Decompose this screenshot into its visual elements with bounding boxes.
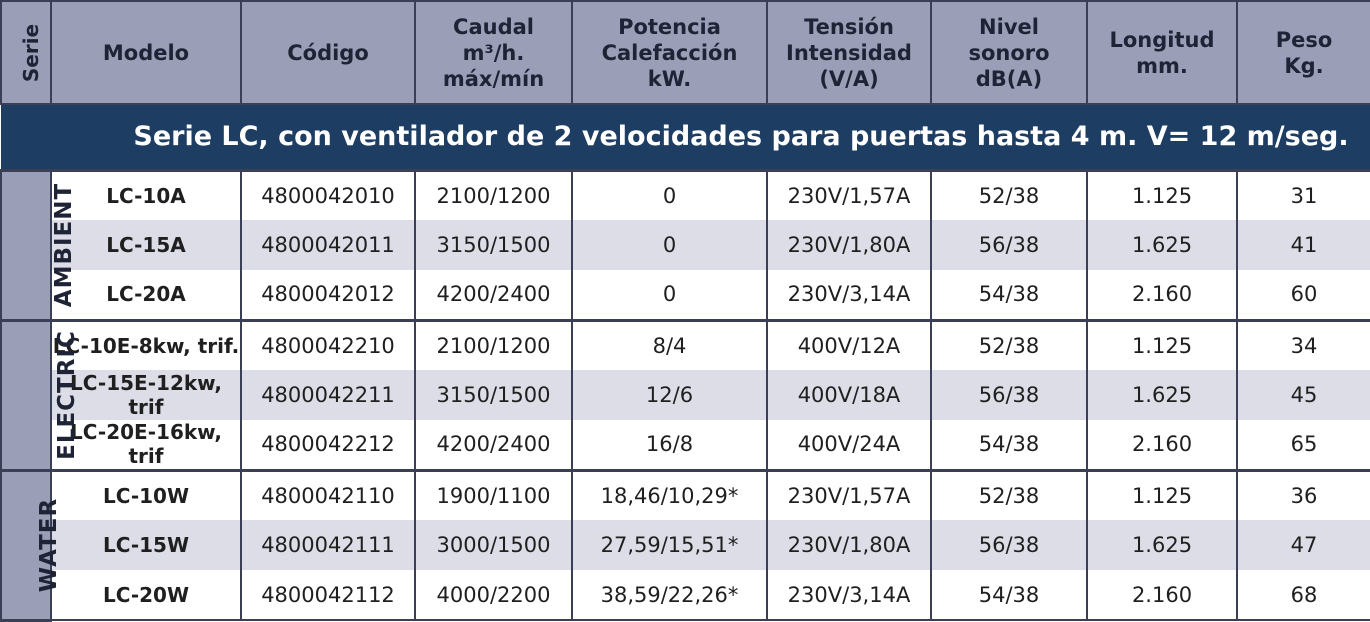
cell-codigo: 4800042010 xyxy=(241,170,415,220)
cell-peso: 34 xyxy=(1237,320,1370,370)
cell-longitud: 2.160 xyxy=(1087,270,1237,320)
cell-peso: 45 xyxy=(1237,370,1370,420)
cell-nivel: 52/38 xyxy=(931,470,1087,520)
banner-row xyxy=(1,104,1370,170)
group-label-electric xyxy=(1,320,80,470)
group-label-ambient xyxy=(1,170,78,320)
cell-nivel: 56/38 xyxy=(931,220,1087,270)
cell-caudal: 2100/1200 xyxy=(415,170,572,220)
cell-potencia: 27,59/15,51* xyxy=(572,520,767,570)
cell-tension: 230V/1,57A xyxy=(767,170,931,220)
cell-peso: 65 xyxy=(1237,420,1370,470)
table-row xyxy=(1,470,1370,520)
cell-codigo: 4800042011 xyxy=(241,220,415,270)
cell-longitud: 1.625 xyxy=(1087,520,1237,570)
cell-peso: 31 xyxy=(1237,170,1370,220)
cell-tension: 400V/24A xyxy=(767,420,931,470)
table-row xyxy=(1,220,1370,270)
cell-nivel: 54/38 xyxy=(931,270,1087,320)
header-modelo: Modelo xyxy=(51,1,241,104)
cell-nivel: 56/38 xyxy=(931,370,1087,420)
cell-peso: 60 xyxy=(1237,270,1370,320)
cell-longitud: 1.125 xyxy=(1087,320,1237,370)
cell-caudal: 3000/1500 xyxy=(415,520,572,570)
cell-caudal: 4200/2400 xyxy=(415,270,572,320)
cell-modelo: LC-20W xyxy=(51,570,241,620)
cell-codigo: 4800042212 xyxy=(241,420,415,470)
cell-caudal: 1900/1100 xyxy=(415,470,572,520)
cell-tension: 230V/1,80A xyxy=(767,220,931,270)
cell-potencia: 0 xyxy=(572,270,767,320)
cell-caudal: 3150/1500 xyxy=(415,220,572,270)
table-row xyxy=(1,370,1370,420)
cell-codigo: 4800042211 xyxy=(241,370,415,420)
banner-title: Serie LC, con ventilador de 2 velocidades para puertas hasta 4 m. V= 12 m/seg. xyxy=(1,104,1370,170)
cell-tension: 400V/18A xyxy=(767,370,931,420)
cell-potencia: 8/4 xyxy=(572,320,767,370)
cell-nivel: 56/38 xyxy=(931,520,1087,570)
cell-nivel: 54/38 xyxy=(931,420,1087,470)
cell-peso: 68 xyxy=(1237,570,1370,620)
cell-tension: 400V/12A xyxy=(767,320,931,370)
cell-longitud: 2.160 xyxy=(1087,570,1237,620)
cell-tension: 230V/1,80A xyxy=(767,520,931,570)
group-name: AMBIENT xyxy=(51,182,78,308)
table-row xyxy=(1,320,1370,370)
header-row xyxy=(1,1,1370,104)
cell-modelo: LC-15A xyxy=(51,220,241,270)
header-codigo: Código xyxy=(241,1,415,104)
cell-peso: 36 xyxy=(1237,470,1370,520)
cell-modelo: LC-15W xyxy=(51,520,241,570)
cell-codigo: 4800042210 xyxy=(241,320,415,370)
cell-peso: 47 xyxy=(1237,520,1370,570)
table-row xyxy=(1,270,1370,320)
cell-modelo: LC-10E-8kw, trif. xyxy=(51,320,241,370)
group-label-water xyxy=(1,470,63,620)
cell-potencia: 0 xyxy=(572,220,767,270)
cell-potencia: 38,59/22,26* xyxy=(572,570,767,620)
cell-caudal: 3150/1500 xyxy=(415,370,572,420)
cell-modelo: LC-10A xyxy=(51,170,241,220)
cell-caudal: 4000/2200 xyxy=(415,570,572,620)
cell-nivel: 54/38 xyxy=(931,570,1087,620)
cell-tension: 230V/3,14A xyxy=(767,570,931,620)
cell-tension: 230V/1,57A xyxy=(767,470,931,520)
table-row xyxy=(1,170,1370,220)
cell-modelo: LC-10W xyxy=(51,470,241,520)
cell-nivel: 52/38 xyxy=(931,320,1087,370)
group-name: WATER xyxy=(36,497,63,593)
header-caudal: Caudal m³/h. máx/mín xyxy=(415,1,572,104)
cell-peso: 41 xyxy=(1237,220,1370,270)
cell-caudal: 4200/2400 xyxy=(415,420,572,470)
cell-codigo: 4800042012 xyxy=(241,270,415,320)
cell-potencia: 0 xyxy=(572,170,767,220)
header-nivel: Nivel sonoro dB(A) xyxy=(931,1,1087,104)
cell-codigo: 4800042110 xyxy=(241,470,415,520)
cell-modelo: LC-20E-16kw, trif xyxy=(51,420,241,470)
cell-longitud: 2.160 xyxy=(1087,420,1237,470)
header-longitud: Longitud mm. xyxy=(1087,1,1237,104)
cell-potencia: 18,46/10,29* xyxy=(572,470,767,520)
table-row xyxy=(1,570,1370,620)
header-potencia: Potencia Calefacción kW. xyxy=(572,1,767,104)
cell-codigo: 4800042112 xyxy=(241,570,415,620)
group-name: ELECTRIC xyxy=(53,330,80,460)
cell-caudal: 2100/1200 xyxy=(415,320,572,370)
cell-longitud: 1.625 xyxy=(1087,370,1237,420)
cell-longitud: 1.625 xyxy=(1087,220,1237,270)
table-row xyxy=(1,520,1370,570)
header-serie: Serie xyxy=(1,1,51,104)
cell-codigo: 4800042111 xyxy=(241,520,415,570)
table-row xyxy=(1,420,1370,470)
cell-nivel: 52/38 xyxy=(931,170,1087,220)
cell-modelo: LC-15E-12kw, trif xyxy=(51,370,241,420)
cell-tension: 230V/3,14A xyxy=(767,270,931,320)
cell-potencia: 16/8 xyxy=(572,420,767,470)
header-tension: Tensión Intensidad (V/A) xyxy=(767,1,931,104)
cell-potencia: 12/6 xyxy=(572,370,767,420)
cell-longitud: 1.125 xyxy=(1087,170,1237,220)
cell-modelo: LC-20A xyxy=(51,270,241,320)
header-peso: Peso Kg. xyxy=(1237,1,1370,104)
cell-longitud: 1.125 xyxy=(1087,470,1237,520)
